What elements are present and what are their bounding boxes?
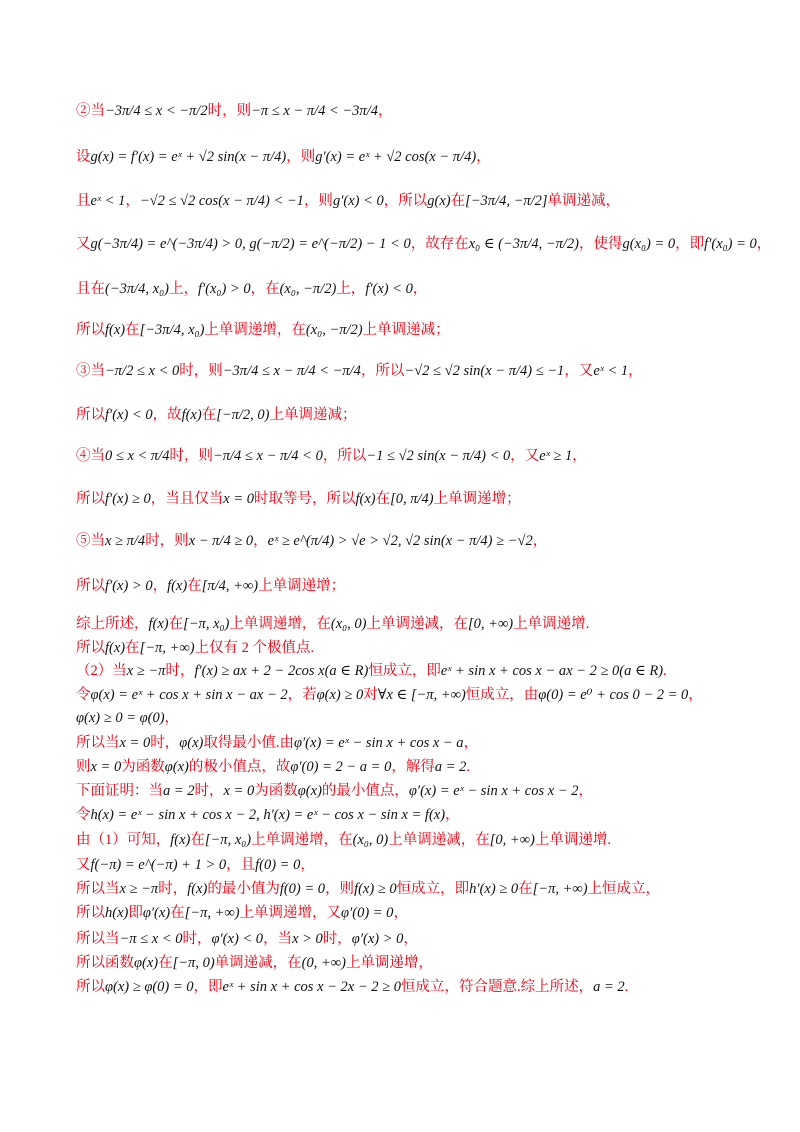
math-expression: [0, +∞) (489, 832, 535, 848)
line-text: 上仅有 2 个极值点. (194, 640, 315, 656)
line-text: 恒成立，符合题意.综上所述， (400, 979, 594, 995)
line-text: . (466, 759, 470, 775)
solution-line (76, 101, 392, 121)
math-expression: x₀ ∈ (−3π/4, −π/2) (468, 236, 579, 252)
math-expression: f′(x) < 0 (365, 281, 413, 297)
line-text: 令 (76, 687, 91, 703)
math-expression: f(x) (187, 881, 208, 897)
line-text: ， (377, 103, 393, 119)
line-text: 在 (158, 955, 173, 971)
line-text: 上单调递增. (513, 616, 590, 632)
line-text: 上单调递减，在 (366, 616, 469, 632)
math-expression: −√2 ≤ √2 sin(x − π/4) ≤ −1 (404, 363, 565, 379)
math-expression: g(x) (427, 193, 451, 209)
math-expression: f(x) (167, 578, 188, 594)
solution-line (76, 614, 589, 634)
line-text: ，则 (286, 149, 316, 165)
line-text: 单调递减，在 (214, 955, 302, 971)
line-text: ， (393, 905, 408, 921)
solution-line (76, 147, 491, 167)
math-expression: eˣ < 1 (593, 363, 629, 379)
math-expression: (x₀, 0) (330, 616, 367, 632)
math-expression: [π/4, +∞) (201, 578, 259, 594)
line-text: 所以 (76, 322, 105, 338)
math-expression: g(x) = f′(x) = eˣ + √2 sin(x − π/4) (90, 149, 287, 165)
math-expression: eˣ + sin x + cos x − ax − 2 ≥ 0(a ∈ R) (440, 663, 664, 679)
line-text: 所以当 (76, 735, 120, 751)
line-text: 在 (375, 491, 391, 507)
line-text: 所以当 (76, 931, 120, 947)
math-expression: f′(x) > 0 (105, 578, 153, 594)
line-text: 则 (76, 759, 91, 775)
solution-line (76, 446, 587, 466)
solution-line (76, 903, 408, 923)
line-text: ，使得 (579, 236, 623, 252)
line-text: ，故 (152, 407, 182, 423)
solution-line (76, 661, 667, 681)
line-text: 上， (336, 281, 366, 297)
line-text: 所以 (76, 640, 105, 656)
line-text: 在 (168, 616, 184, 632)
math-expression: eˣ < 1 (90, 193, 126, 209)
line-text: 又 (76, 236, 91, 252)
line-text: 时，则 (179, 363, 223, 379)
math-expression: (−3π/4, x₀) (105, 281, 169, 297)
solution-line (76, 733, 478, 753)
solution-line (76, 576, 345, 596)
solution-line (76, 279, 427, 299)
math-expression: eˣ ≥ e^(π/4) > √e > √2, √2 sin(x − π/4) ≥ −√2 (267, 533, 533, 549)
math-expression: g′(x) < 0 (332, 193, 384, 209)
math-expression: (x₀, 0) (352, 832, 389, 848)
math-expression: f′(x₀) > 0 (197, 281, 251, 297)
line-text: ③当 (76, 363, 105, 379)
solution-line (76, 879, 660, 899)
math-expression: φ(x) ≥ 0 (316, 687, 364, 703)
line-text: 恒成立，即 (396, 881, 470, 897)
line-text: ， (756, 236, 772, 252)
line-text: 所以 (76, 578, 105, 594)
line-text: 的最小值点， (321, 783, 409, 799)
line-text: 时， (182, 931, 212, 947)
math-expression: f(−π) = e^(−π) + 1 > 0 (90, 857, 227, 873)
solution-line (76, 953, 433, 973)
line-text: ， (578, 783, 593, 799)
math-expression: f(x) (181, 407, 202, 423)
math-expression: [−3π/4, x₀) (139, 322, 205, 338)
line-text: ，当 (263, 931, 293, 947)
line-text: 时， (322, 931, 352, 947)
math-expression: x = 0 (119, 735, 151, 751)
math-expression: φ(x) = eˣ + cos x + sin x − ax − 2 (90, 687, 288, 703)
line-text: 在 (190, 832, 205, 848)
line-text: 时，则 (207, 103, 252, 119)
math-expression: [−π, +∞) (139, 640, 195, 656)
math-expression: φ′(x) > 0 (351, 931, 404, 947)
solution-line (76, 191, 620, 211)
math-expression: [−π, x₀) (183, 616, 230, 632)
line-text: 在 (201, 407, 217, 423)
math-expression: h(x) (105, 905, 129, 921)
line-text: 在 (187, 578, 202, 594)
line-text: 所以 (76, 979, 105, 995)
math-expression: (x₀, −π/2) (279, 281, 337, 297)
line-text: ⑤当 (76, 533, 105, 549)
line-text: 所以 (76, 407, 105, 423)
math-expression: x > 0 (292, 931, 323, 947)
math-expression: [−π, +∞) (532, 881, 588, 897)
line-text: 为函数 (121, 759, 165, 775)
line-text: 上单调递减； (362, 322, 450, 338)
math-expression: −3π/4 ≤ x − π/4 < −π/4 (222, 363, 361, 379)
line-text: ， (164, 710, 180, 726)
math-expression: φ(x) ≥ φ(0) = 0 (105, 979, 194, 995)
line-text: 的极小值点，故 (188, 759, 291, 775)
line-text: 时， (150, 735, 180, 751)
math-expression: f′(x) < 0 (105, 407, 153, 423)
math-expression: h(x) = eˣ − sin x + cos x − 2, h′(x) = eˣ − cos x − sin x = f(x) (90, 807, 446, 823)
math-expression: eˣ + sin x + cos x − 2x − 2 ≥ 0 (222, 979, 401, 995)
line-text: ，则 (325, 881, 355, 897)
math-expression: f(x) ≥ 0 (354, 881, 397, 897)
math-expression: x = 0 (223, 783, 255, 799)
line-text: ， (628, 363, 643, 379)
line-text: ， (253, 533, 268, 549)
line-text: 时， (158, 881, 188, 897)
math-expression: [−π, 0) (172, 955, 215, 971)
solution-line (76, 977, 628, 997)
math-expression: a = 2 (163, 783, 195, 799)
line-text: 上单调递增，又 (239, 905, 342, 921)
line-text: 在 (170, 905, 185, 921)
line-text: ，所以 (322, 448, 367, 464)
math-expression: x ≥ π/4 (105, 533, 146, 549)
math-expression: φ′(x) = eˣ − sin x + cos x − a (293, 735, 464, 751)
math-expression: f(0) = 0 (279, 881, 326, 897)
math-expression: a = 2 (434, 759, 467, 775)
math-expression: [−π, x₀) (204, 832, 252, 848)
math-expression: 0 ≤ x < π/4 (105, 448, 170, 464)
solution-line (76, 531, 547, 551)
solution-line (76, 685, 703, 705)
line-text: 令 (76, 807, 91, 823)
line-text: 恒成立，即 (368, 663, 441, 679)
math-expression: x ≥ −π (119, 881, 159, 897)
math-expression: x − π/4 ≥ 0 (188, 533, 254, 549)
line-text: ，又 (510, 448, 540, 464)
math-expression: −1 ≤ √2 sin(x − π/4) < 0 (366, 448, 511, 464)
math-expression: −π ≤ x < 0 (119, 931, 183, 947)
math-expression: f(x) (355, 491, 376, 507)
line-text: ，则 (303, 193, 333, 209)
line-text: ④当 (76, 448, 105, 464)
solution-line (76, 234, 771, 254)
solution-line (76, 638, 314, 658)
line-text: 在 (450, 193, 466, 209)
math-expression: φ(0) = e⁰ + cos 0 − 2 = 0 (538, 687, 689, 703)
line-text: ， (572, 448, 587, 464)
math-expression: φ(x) (179, 735, 204, 751)
line-text: 又 (76, 857, 91, 873)
line-text: ， (403, 931, 418, 947)
line-text: 时，则 (145, 533, 189, 549)
line-text: 在 (518, 881, 533, 897)
line-text: 上单调递增； (433, 491, 521, 507)
line-text: 且 (76, 193, 91, 209)
line-text: 时， (194, 783, 224, 799)
math-expression: x = 0 (223, 491, 254, 507)
math-expression: φ′(0) = 2 − a = 0 (290, 759, 392, 775)
math-expression: f(x) (170, 832, 191, 848)
math-expression: (0, +∞) (301, 955, 346, 971)
line-text: ，即 (193, 979, 223, 995)
math-expression: (x₀, −π/2) (305, 322, 363, 338)
math-expression: φ(x) ≥ 0 = φ(0) (76, 710, 165, 726)
math-expression: x ≥ −π (126, 663, 166, 679)
line-text: ， (152, 578, 168, 594)
line-text: ②当 (76, 103, 105, 119)
line-text: （2）当 (76, 663, 127, 679)
math-expression: f(x) (148, 616, 169, 632)
math-expression: g(−3π/4) = e^(−3π/4) > 0, g(−π/2) = e^(−π/2) − 1 < 0 (90, 236, 411, 252)
math-expression: [−π, +∞) (184, 905, 240, 921)
math-expression: h′(x) ≥ 0 (469, 881, 519, 897)
line-text: 上单调递增； (258, 578, 346, 594)
solution-line (76, 361, 643, 381)
solution-line (76, 805, 460, 825)
line-text: ，所以 (383, 193, 428, 209)
line-text: . (663, 663, 667, 679)
line-text: ， (445, 807, 460, 823)
math-expression: ∀x ∈ [−π, +∞) (377, 687, 466, 703)
math-expression: φ′(x) = eˣ − sin x + cos x − 2 (408, 783, 579, 799)
line-text: ，当且仅当 (150, 491, 224, 507)
math-expression: −√2 ≤ √2 cos(x − π/4) < −1 (139, 193, 304, 209)
math-expression: g′(x) = eˣ + √2 cos(x − π/4) (315, 149, 477, 165)
line-text: 上恒成立， (587, 881, 661, 897)
math-expression: g(x₀) = 0 (622, 236, 676, 252)
line-text: ，解得 (391, 759, 435, 775)
line-text: 上单调递增，在 (229, 616, 331, 632)
math-expression: φ′(x) (142, 905, 171, 921)
math-expression: −π ≤ x − π/4 < −3π/4 (251, 103, 378, 119)
math-expression: eˣ ≥ 1 (539, 448, 573, 464)
line-text: ，即 (675, 236, 705, 252)
line-text: ， (125, 193, 140, 209)
solution-line (76, 781, 593, 801)
line-text: 为函数 (254, 783, 298, 799)
line-text: 所以函数 (76, 955, 134, 971)
line-text: 设 (76, 149, 91, 165)
math-expression: φ(x) (164, 759, 189, 775)
line-text: ， (476, 149, 491, 165)
line-text: 下面证明：当 (76, 783, 163, 799)
line-text: ，在 (250, 281, 280, 297)
math-expression: [−3π/4, −π/2] (465, 193, 548, 209)
math-expression: [0, +∞) (468, 616, 514, 632)
line-text: 对 (363, 687, 378, 703)
line-text: . (624, 979, 629, 995)
line-text: 上单调递减； (269, 407, 357, 423)
line-text: 上单调递增，在 (251, 832, 353, 848)
math-expression: x = 0 (90, 759, 122, 775)
line-text: ， (412, 281, 428, 297)
line-text: 上单调递增， (345, 955, 433, 971)
line-text: ， (688, 687, 703, 703)
line-text: 且在 (76, 281, 105, 297)
math-expression: φ(x) (297, 783, 322, 799)
line-text: 所以 (76, 491, 105, 507)
solution-line (76, 489, 521, 509)
solution-line (76, 855, 315, 875)
line-text: ， (300, 857, 315, 873)
solution-line (76, 405, 357, 425)
line-text: 取得最小值.由 (203, 735, 294, 751)
line-text: ，所以 (360, 363, 405, 379)
line-text: ，且 (226, 857, 256, 873)
line-text: ， (532, 533, 548, 549)
solution-line (76, 757, 470, 777)
math-expression: a = 2 (593, 979, 625, 995)
math-expression: f(x) (105, 640, 126, 656)
math-expression: f′(x₀) = 0 (704, 236, 757, 252)
line-text: ，又 (564, 363, 594, 379)
math-expression: −π/4 ≤ x − π/4 < 0 (212, 448, 323, 464)
line-text: 上单调递增，在 (204, 322, 306, 338)
line-text: 时， (165, 663, 195, 679)
line-text: 所以当 (76, 881, 120, 897)
math-expression: φ(x) (134, 955, 159, 971)
math-expression: f(0) = 0 (255, 857, 301, 873)
solution-line (76, 708, 179, 728)
line-text: 综上所述， (76, 616, 149, 632)
line-text: ，若 (287, 687, 317, 703)
math-expression: −3π/4 ≤ x < −π/2 (105, 103, 208, 119)
line-text: 上单调递增. (534, 832, 611, 848)
solution-line (76, 830, 611, 850)
line-text: 由（1）可知， (76, 832, 171, 848)
line-text: 单调递减， (547, 193, 621, 209)
line-text: 上单调递减，在 (388, 832, 490, 848)
line-text: ， (463, 735, 479, 751)
math-expression: φ′(x) < 0 (211, 931, 264, 947)
line-text: 时取等号，所以 (254, 491, 356, 507)
math-expression: [−π/2, 0) (216, 407, 270, 423)
math-expression: −π/2 ≤ x < 0 (105, 363, 180, 379)
line-text: 所以 (76, 905, 105, 921)
line-text: 时，则 (169, 448, 213, 464)
line-text: ，故存在 (410, 236, 469, 252)
line-text: 恒成立，由 (465, 687, 539, 703)
math-expression: [0, π/4) (390, 491, 434, 507)
math-expression: f′(x) ≥ ax + 2 − 2cos x(a ∈ R) (194, 663, 369, 679)
line-text: 即 (128, 905, 143, 921)
line-text: 的最小值为 (207, 881, 280, 897)
math-expression: φ′(0) = 0 (341, 905, 394, 921)
solution-line (76, 929, 418, 949)
line-text: 上， (168, 281, 198, 297)
line-text: 在 (125, 640, 140, 656)
solution-line (76, 320, 450, 340)
math-expression: f(x) (105, 322, 126, 338)
math-expression: f′(x) ≥ 0 (105, 491, 151, 507)
line-text: 在 (125, 322, 140, 338)
